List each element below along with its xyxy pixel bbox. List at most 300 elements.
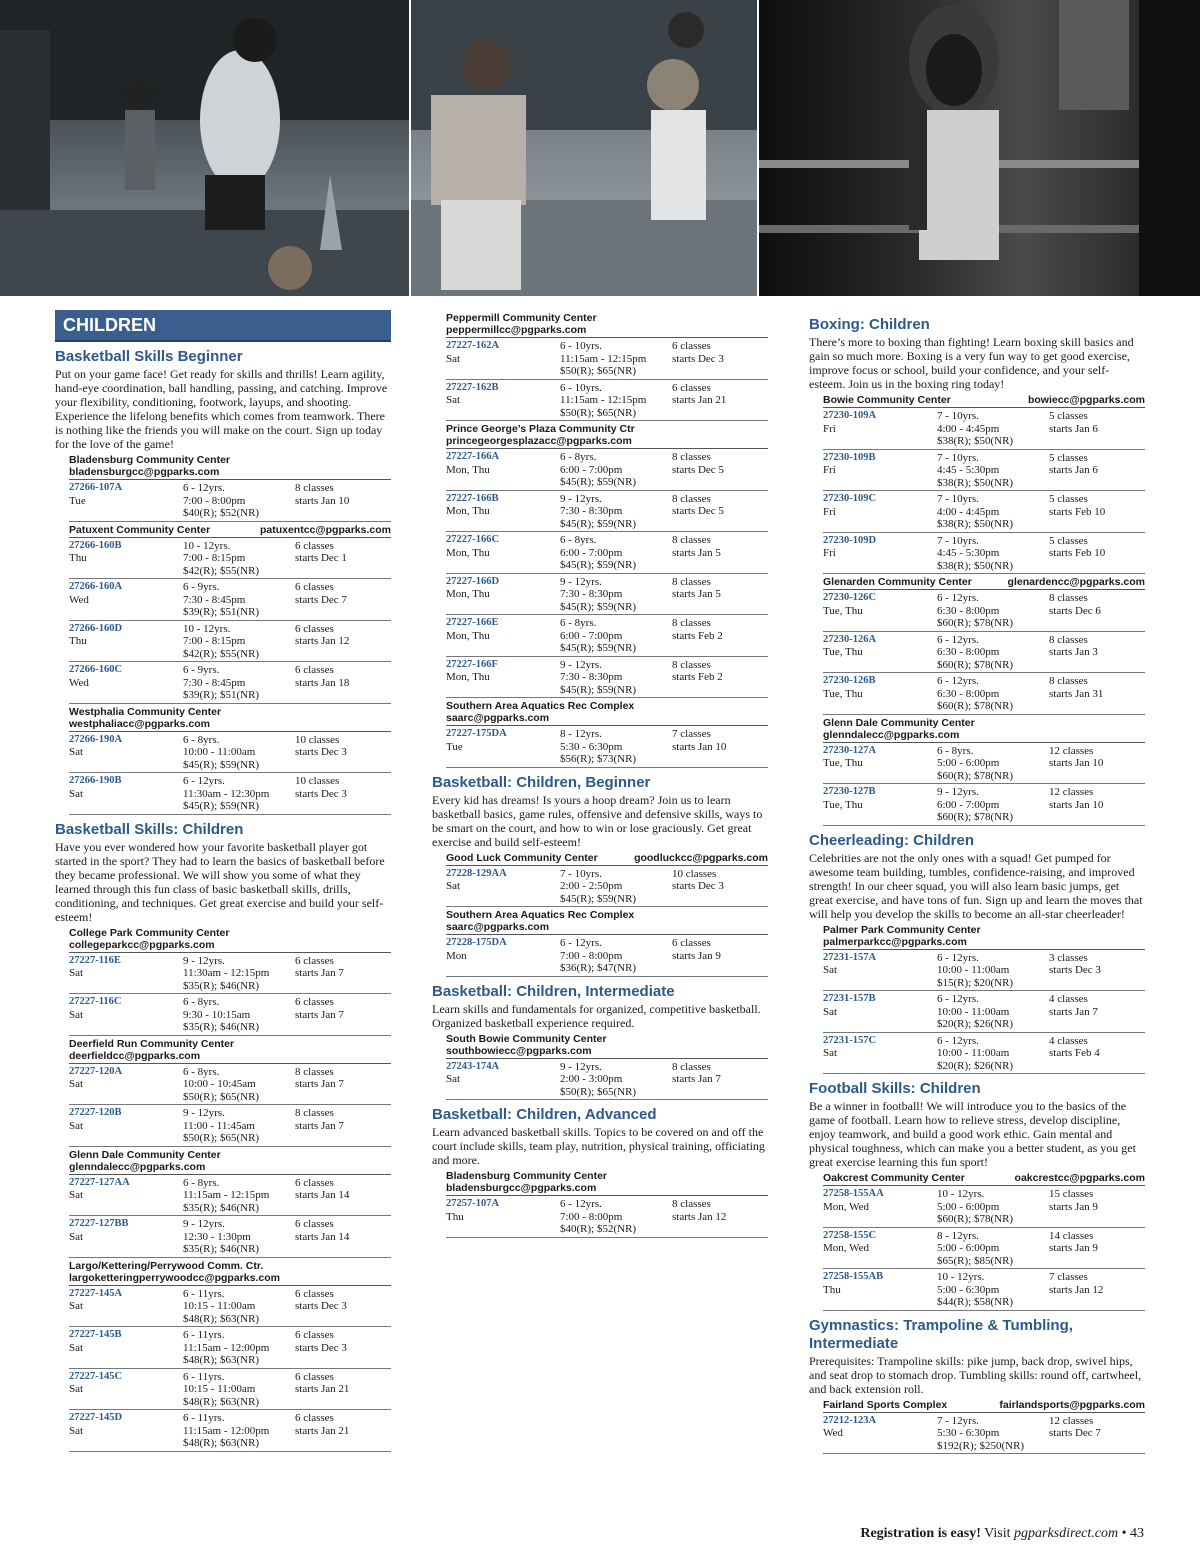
class-row xyxy=(446,726,768,768)
class-time: 7:00 - 8:00pm xyxy=(183,494,246,507)
class-fee: $38(R); $50(NR) xyxy=(937,476,1014,489)
location-email[interactable]: southbowiecc@pgparks.com xyxy=(446,1044,592,1057)
location-email[interactable]: goodluckcc@pgparks.com xyxy=(634,851,768,864)
class-start: starts Jan 18 xyxy=(295,676,350,689)
class-code[interactable]: 27227-145A xyxy=(69,1287,123,1299)
location-name: Largo/Kettering/Perrywood Comm. Ctr. xyxy=(69,1259,264,1272)
class-time: 6:00 - 7:00pm xyxy=(560,629,623,642)
location-header xyxy=(823,924,1145,950)
class-fee: $40(R); $52(NR) xyxy=(560,1223,637,1235)
class-time: 10:00 - 11:00am xyxy=(937,1047,1010,1059)
class-day: Thu xyxy=(446,1210,464,1223)
class-code[interactable]: 27243-174A xyxy=(446,1060,500,1072)
photo-basketball-girls xyxy=(411,0,756,296)
class-start: starts Jan 7 xyxy=(672,1073,721,1085)
location-email[interactable]: glenardencc@pgparks.com xyxy=(1007,576,1145,588)
class-row xyxy=(823,1228,1145,1270)
class-age: 6 - 8yrs. xyxy=(183,1176,220,1189)
class-time: 5:00 - 6:00pm xyxy=(937,757,1000,769)
class-spacer xyxy=(69,1437,183,1450)
class-day: Sat xyxy=(69,787,84,800)
location-name: Palmer Park Community Center xyxy=(823,923,981,936)
location-header xyxy=(69,1038,391,1064)
class-spacer xyxy=(823,435,937,448)
class-start: starts Dec 7 xyxy=(295,593,347,606)
class-time: 5:00 - 6:30pm xyxy=(937,1283,1000,1296)
footer-url[interactable]: pgparksdirect.com xyxy=(1014,1526,1119,1541)
class-time: 6:00 - 7:00pm xyxy=(937,798,1000,811)
class-row xyxy=(69,1175,391,1217)
location-header xyxy=(69,927,391,953)
class-fee: $45(R); $59(NR) xyxy=(560,517,637,530)
class-time: 6:00 - 7:00pm xyxy=(560,546,623,559)
class-time: 10:00 - 11:00am xyxy=(937,964,1010,976)
class-row xyxy=(69,621,391,663)
location-email[interactable]: palmerparkcc@pgparks.com xyxy=(823,935,967,948)
class-code[interactable]: 27227-116C xyxy=(69,996,122,1007)
page-footer xyxy=(860,1526,1144,1542)
class-age: 6 - 10yrs. xyxy=(560,340,602,352)
class-code[interactable]: 27227-145D xyxy=(69,1412,123,1423)
class-code[interactable]: 27257-107A xyxy=(446,1198,500,1209)
class-code[interactable]: 27227-127AA xyxy=(69,1176,130,1188)
class-spacer xyxy=(446,518,560,531)
class-fee: $192(R); $250(NR) xyxy=(937,1439,1025,1452)
column-2 xyxy=(432,310,768,1242)
section-banner: CHILDREN xyxy=(55,310,391,342)
class-time: 2:00 - 3:00pm xyxy=(560,1073,623,1085)
location-email[interactable]: bowiecc@pgparks.com xyxy=(1027,394,1145,406)
class-time: 11:30am - 12:15pm xyxy=(183,967,270,979)
class-age: 7 - 10yrs. xyxy=(560,867,602,880)
class-age: 9 - 12yrs. xyxy=(560,1060,602,1073)
location-header xyxy=(446,312,768,338)
location-name: Glenarden Community Center xyxy=(823,576,972,588)
class-spacer xyxy=(823,518,937,531)
class-code[interactable]: 27230-109B xyxy=(823,451,876,463)
class-code[interactable]: 27266-160C xyxy=(69,664,123,675)
class-age: 6 - 12yrs. xyxy=(937,592,979,604)
class-row xyxy=(823,1033,1145,1075)
class-age: 7 - 10yrs. xyxy=(937,534,979,547)
class-fee: $35(R); $46(NR) xyxy=(183,1243,260,1255)
class-row xyxy=(823,673,1145,715)
class-count: 5 classes xyxy=(1049,493,1088,505)
class-start: starts Feb 4 xyxy=(1049,1047,1100,1059)
class-fee: $45(R); $59(NR) xyxy=(183,800,260,812)
class-code[interactable]: 27227-166A xyxy=(446,451,500,462)
class-fee: $45(R); $59(NR) xyxy=(560,642,637,654)
class-fee: $45(R); $59(NR) xyxy=(183,758,260,771)
program-title: Cheerleading: Children xyxy=(809,831,975,849)
class-age: 9 - 12yrs. xyxy=(183,1218,225,1230)
class-start: starts Dec 7 xyxy=(1049,1427,1101,1439)
class-time: 7:30 - 8:30pm xyxy=(560,505,623,517)
class-spacer xyxy=(823,1213,937,1226)
location-name: Oakcrest Community Center xyxy=(823,1172,965,1184)
class-code[interactable]: 27227-120A xyxy=(69,1065,123,1077)
class-start: starts Dec 3 xyxy=(295,787,347,800)
class-row xyxy=(823,784,1145,826)
class-age: 6 - 12yrs. xyxy=(937,675,979,687)
class-count: 8 classes xyxy=(295,1065,334,1078)
class-fee: $60(R); $78(NR) xyxy=(937,700,1014,712)
class-count: 5 classes xyxy=(1049,410,1088,422)
class-day: Fri xyxy=(823,422,836,435)
class-row xyxy=(69,1064,391,1106)
class-start: starts Dec 3 xyxy=(295,1300,347,1312)
class-code[interactable]: 27266-190A xyxy=(69,733,123,745)
class-row xyxy=(823,950,1145,992)
class-spacer xyxy=(69,1313,183,1326)
class-time: 6:30 - 8:00pm xyxy=(937,604,1000,617)
class-time: 7:00 - 8:15pm xyxy=(183,552,246,564)
class-count: 10 classes xyxy=(672,867,717,880)
location-name: Southern Area Aquatics Rec Complex xyxy=(446,909,635,921)
location-name: Bladensburg Community Center xyxy=(69,454,231,466)
class-code[interactable]: 27266-160D xyxy=(69,622,123,634)
class-count: 14 classes xyxy=(1049,1229,1094,1242)
location-name: Peppermill Community Center xyxy=(446,312,597,324)
class-spacer xyxy=(69,606,183,619)
class-code[interactable]: 27258-155C xyxy=(823,1229,877,1241)
location-email[interactable]: princegeorgesplazacc@pgparks.com xyxy=(446,435,632,447)
location-email[interactable]: bladensburgcc@pgparks.com xyxy=(446,1182,597,1194)
class-spacer xyxy=(69,507,183,520)
program-section xyxy=(432,774,768,977)
class-fee: $48(R); $63(NR) xyxy=(183,1312,260,1325)
class-time: 10:00 - 11:00am xyxy=(183,746,256,758)
class-time: 11:15am - 12:15pm xyxy=(560,352,647,365)
location-email[interactable]: fairlandsports@pgparks.com xyxy=(999,1398,1145,1411)
class-code[interactable]: 27227-166C xyxy=(446,534,500,545)
class-time: 6:30 - 8:00pm xyxy=(937,646,1000,658)
class-start: starts Jan 7 xyxy=(1049,1005,1098,1018)
class-row xyxy=(823,1269,1145,1311)
class-age: 6 - 12yrs. xyxy=(937,951,979,964)
class-code[interactable]: 27227-145B xyxy=(69,1329,122,1340)
class-day: Thu xyxy=(69,552,87,564)
class-start: starts Jan 5 xyxy=(672,546,721,559)
class-start: starts Jan 9 xyxy=(672,949,721,962)
class-time: 11:15am - 12:00pm xyxy=(183,1341,270,1354)
class-code[interactable]: 27266-160A xyxy=(69,581,123,592)
class-day: Wed xyxy=(69,676,89,689)
class-code[interactable]: 27227-166F xyxy=(446,658,498,670)
class-code[interactable]: 27231-157C xyxy=(823,1034,877,1046)
class-day: Tue xyxy=(69,494,86,507)
program-description: Prerequisites: Trampoline skills: pike jump, back drop, swivel hips, and seat drop to stomach drop. Tumbling skills: round off, cartwheel, and back extension roll. xyxy=(809,1353,1142,1396)
class-code[interactable]: 27227-127BB xyxy=(69,1218,129,1229)
class-code[interactable]: 27230-109C xyxy=(823,493,877,504)
program-description: There’s more to boxing than fighting! Learn boxing skill basics and gain so much more. Boxing is a very fun way to get good exercise, improve focus or school, build your confidence, and your self-esteem. Join us in the boxing ring today! xyxy=(809,335,1134,391)
class-fee: $44(R); $58(NR) xyxy=(937,1296,1014,1308)
class-row xyxy=(823,743,1145,785)
class-day: Mon, Thu xyxy=(446,463,490,476)
class-count: 8 classes xyxy=(672,451,711,463)
location-header xyxy=(446,852,768,866)
class-count: 6 classes xyxy=(672,381,711,394)
class-code[interactable]: 27230-126B xyxy=(823,675,876,686)
program-section xyxy=(809,316,1145,826)
class-code[interactable]: 27227-166E xyxy=(446,617,499,628)
program-description: Learn advanced basketball skills. Topics to be covered on and off the court include skills, team play, nutrition, physical training, officiating and more. xyxy=(432,1125,765,1167)
location-email[interactable]: collegeparkcc@pgparks.com xyxy=(69,938,215,951)
class-row xyxy=(446,532,768,574)
class-day: Sat xyxy=(823,1005,838,1018)
class-start: starts Jan 21 xyxy=(295,1424,350,1437)
location-email[interactable]: glenndalecc@pgparks.com xyxy=(69,1160,206,1173)
class-row xyxy=(446,380,768,422)
class-count: 6 classes xyxy=(672,340,711,352)
class-fee: $36(R); $47(NR) xyxy=(560,962,637,974)
class-row xyxy=(823,590,1145,632)
location-name: Good Luck Community Center xyxy=(446,851,598,864)
class-day: Thu xyxy=(823,1283,841,1296)
class-age: 6 - 9yrs. xyxy=(183,581,220,593)
class-spacer xyxy=(823,617,937,630)
class-day: Tue, Thu xyxy=(823,798,863,811)
location-email[interactable]: westphaliacc@pgparks.com xyxy=(69,717,210,730)
class-count: 6 classes xyxy=(295,664,334,676)
class-spacer xyxy=(69,1091,183,1104)
class-code[interactable]: 27230-109A xyxy=(823,410,877,421)
class-spacer xyxy=(823,477,937,490)
class-time: 7:00 - 8:00pm xyxy=(560,949,623,962)
class-age: 6 - 8yrs. xyxy=(560,451,597,463)
class-row xyxy=(823,991,1145,1033)
class-age: 7 - 10yrs. xyxy=(937,451,979,464)
class-age: 6 - 8yrs. xyxy=(560,617,597,629)
class-fee: $20(R); $26(NR) xyxy=(937,1059,1014,1072)
class-code[interactable]: 27266-107A xyxy=(69,482,123,493)
class-row xyxy=(823,632,1145,674)
class-row xyxy=(69,1410,391,1452)
class-age: 10 - 12yrs. xyxy=(937,1188,985,1200)
location-name: Patuxent Community Center xyxy=(69,523,211,536)
class-count: 6 classes xyxy=(295,1370,334,1383)
class-fee: $39(R); $51(NR) xyxy=(183,689,260,701)
class-fee: $45(R); $59(NR) xyxy=(560,683,637,696)
class-fee: $60(R); $78(NR) xyxy=(937,811,1014,823)
class-count: 10 classes xyxy=(295,775,340,787)
class-row xyxy=(69,579,391,621)
class-day: Sat xyxy=(69,1078,84,1090)
location-email[interactable]: peppermillcc@pgparks.com xyxy=(446,324,587,336)
class-fee: $50(R); $65(NR) xyxy=(560,365,637,377)
class-spacer xyxy=(446,601,560,614)
photo-strip xyxy=(0,0,1200,296)
class-start: starts Jan 12 xyxy=(672,1210,727,1223)
class-fee: $38(R); $50(NR) xyxy=(937,435,1014,447)
class-day: Tue, Thu xyxy=(823,604,863,617)
class-spacer xyxy=(446,753,560,766)
location-name: Deerfield Run Community Center xyxy=(69,1037,235,1050)
class-code[interactable]: 27230-127A xyxy=(823,744,877,756)
location-email[interactable]: saarc@pgparks.com xyxy=(446,712,550,724)
class-day: Wed xyxy=(69,593,89,606)
location-email[interactable]: glenndalecc@pgparks.com xyxy=(823,728,960,741)
location-name: Bowie Community Center xyxy=(823,394,951,406)
class-day: Sat xyxy=(69,1008,84,1021)
class-row xyxy=(69,1105,391,1147)
class-row xyxy=(69,1369,391,1411)
location-header xyxy=(823,1172,1145,1186)
program-description: Celebrities are not the only ones with a squad! Get pumped for awesome team building, tumbles, confidence-raising, and improved strength! In our cheer squad, you will also learn basic jumps, get great exercise, and have tons of fun. Sign up and learn the moves that will help you develop the skills to become an all-star cheerleader! xyxy=(809,850,1143,921)
class-fee: $60(R); $78(NR) xyxy=(937,1213,1014,1225)
class-day: Tue, Thu xyxy=(823,687,863,700)
class-spacer xyxy=(446,1223,560,1236)
class-code[interactable]: 27258-155AB xyxy=(823,1271,884,1282)
class-day: Fri xyxy=(823,547,836,559)
class-code[interactable]: 27230-109D xyxy=(823,534,877,546)
class-fee: $60(R); $78(NR) xyxy=(937,617,1014,629)
class-count: 6 classes xyxy=(295,1176,334,1189)
class-start: starts Jan 9 xyxy=(1049,1200,1098,1213)
class-age: 9 - 12yrs. xyxy=(560,492,602,505)
class-start: starts Jan 9 xyxy=(1049,1242,1098,1254)
class-time: 7:00 - 8:15pm xyxy=(183,635,246,647)
class-code[interactable]: 27227-145C xyxy=(69,1370,123,1382)
class-spacer xyxy=(446,559,560,572)
class-code[interactable]: 27227-120B xyxy=(69,1107,122,1118)
location-email[interactable]: deerfieldcc@pgparks.com xyxy=(69,1049,201,1062)
class-start: starts Jan 5 xyxy=(672,588,721,600)
class-spacer xyxy=(69,1021,183,1034)
location-header xyxy=(823,1399,1145,1413)
class-code[interactable]: 27212-123A xyxy=(823,1414,877,1426)
program-title: Gymnastics: Trampoline & Tumbling, Intermediate xyxy=(809,1316,1073,1352)
location-email[interactable]: bladensburgcc@pgparks.com xyxy=(69,466,220,478)
class-start: starts Jan 10 xyxy=(672,740,727,753)
class-code[interactable]: 27231-157B xyxy=(823,993,876,1004)
class-time: 7:00 - 8:00pm xyxy=(560,1210,623,1223)
photo-basketball-boy xyxy=(0,0,409,296)
program-title: Basketball: Children, Beginner xyxy=(432,773,651,791)
class-time: 10:00 - 11:00am xyxy=(937,1005,1010,1018)
class-row xyxy=(823,1186,1145,1228)
class-count: 6 classes xyxy=(295,954,334,967)
class-time: 4:00 - 4:45pm xyxy=(937,505,1000,518)
program-description: Be a winner in football! We will introduce you to the basics of the game of football. Learn how to relieve stress, develop discipline, enjoy teamwork, and build a good work ethic. Gain mental and physical toughness, which can make you a better student, as you get great exercise learning this fun sport! xyxy=(809,1099,1136,1169)
class-age: 6 - 8yrs. xyxy=(560,534,597,546)
class-age: 10 - 12yrs. xyxy=(183,622,231,635)
program-section xyxy=(432,983,768,1101)
class-count: 6 classes xyxy=(295,539,334,552)
class-code[interactable]: 27227-175DA xyxy=(446,728,507,739)
class-code[interactable]: 27227-116E xyxy=(69,954,121,966)
class-row xyxy=(446,338,768,380)
location-email[interactable]: patuxentcc@pgparks.com xyxy=(259,523,391,536)
class-age: 9 - 12yrs. xyxy=(937,786,979,798)
class-time: 7:30 - 8:45pm xyxy=(183,593,246,606)
program-title: Basketball: Children, Intermediate xyxy=(432,982,675,1000)
class-start: starts Jan 14 xyxy=(295,1230,350,1243)
class-spacer xyxy=(446,893,560,906)
class-age: 10 - 12yrs. xyxy=(183,539,231,552)
class-day: Sat xyxy=(446,1073,461,1085)
program-description: Every kid has dreams! Is yours a hoop dream? Join us to learn basketball basics, game rules, offensive and defensive skills, ways to be smart on the court, and how to win or lose graciously. Get great exercise and build self-esteem! xyxy=(432,792,763,849)
class-day: Sat xyxy=(69,1230,84,1243)
location-header xyxy=(446,700,768,726)
class-age: 6 - 12yrs. xyxy=(560,937,602,949)
location-email[interactable]: largoketteringperrywoodcc@pgparks.com xyxy=(69,1271,280,1284)
class-age: 9 - 12yrs. xyxy=(560,658,602,671)
class-spacer xyxy=(823,1255,937,1268)
class-code[interactable]: 27230-126C xyxy=(823,592,877,603)
class-count: 5 classes xyxy=(1049,534,1088,547)
class-code[interactable]: 27227-166D xyxy=(446,575,500,587)
footer-visit: Visit xyxy=(980,1526,1015,1541)
class-time: 9:30 - 10:15am xyxy=(183,1008,251,1021)
class-row xyxy=(823,533,1145,575)
class-day: Tue xyxy=(446,740,463,753)
class-count: 10 classes xyxy=(295,733,340,746)
class-row xyxy=(69,1216,391,1258)
class-code[interactable]: 27230-126A xyxy=(823,633,877,645)
class-code[interactable]: 27258-155AA xyxy=(823,1188,884,1199)
location-email[interactable]: oakcrestcc@pgparks.com xyxy=(1014,1172,1145,1184)
class-row xyxy=(823,450,1145,492)
class-time: 7:30 - 8:30pm xyxy=(560,671,623,683)
class-code[interactable]: 27228-129AA xyxy=(446,867,507,879)
class-day: Sat xyxy=(69,967,84,979)
program-section xyxy=(809,1317,1145,1455)
location-email[interactable]: saarc@pgparks.com xyxy=(446,921,550,933)
class-day: Sat xyxy=(446,352,461,365)
class-code[interactable]: 27227-166B xyxy=(446,492,499,504)
class-age: 7 - 10yrs. xyxy=(937,410,979,422)
class-code[interactable]: 27266-190B xyxy=(69,775,122,786)
location-name: Fairland Sports Complex xyxy=(823,1398,948,1411)
class-code[interactable]: 27266-160B xyxy=(69,539,122,551)
class-fee: $65(R); $85(NR) xyxy=(937,1254,1014,1267)
class-day: Mon, Thu xyxy=(446,629,490,642)
class-code[interactable]: 27227-162B xyxy=(446,381,499,393)
class-row xyxy=(69,1286,391,1328)
program-description: Learn skills and fundamentals for organized, competitive basketball. Organized basketball experience required. xyxy=(432,1001,761,1030)
class-day: Mon, Thu xyxy=(446,505,490,517)
class-count: 8 classes xyxy=(672,658,711,671)
class-count: 8 classes xyxy=(672,617,711,629)
class-code[interactable]: 27230-127B xyxy=(823,786,876,797)
class-code[interactable]: 27231-157A xyxy=(823,951,877,963)
class-row xyxy=(446,1059,768,1101)
class-time: 10:15 - 11:00am xyxy=(183,1383,256,1395)
class-start: starts Jan 7 xyxy=(295,1008,344,1021)
program-title: Football Skills: Children xyxy=(809,1080,981,1097)
class-code[interactable]: 27228-175DA xyxy=(446,937,507,948)
class-count: 4 classes xyxy=(1049,993,1088,1005)
class-time: 7:30 - 8:45pm xyxy=(183,676,246,689)
class-count: 8 classes xyxy=(672,492,711,505)
class-spacer xyxy=(69,689,183,702)
class-start: starts Jan 7 xyxy=(295,1119,344,1132)
class-day: Sat xyxy=(69,746,84,758)
class-start: starts Jan 3 xyxy=(1049,646,1098,658)
class-time: 5:30 - 6:30pm xyxy=(560,740,623,753)
class-spacer xyxy=(446,407,560,420)
class-start: starts Jan 12 xyxy=(1049,1283,1104,1296)
class-row xyxy=(69,538,391,580)
class-spacer xyxy=(823,560,937,573)
program-section xyxy=(432,1106,768,1238)
class-code[interactable]: 27227-162A xyxy=(446,340,500,351)
class-start: starts Jan 6 xyxy=(1049,464,1098,476)
class-spacer xyxy=(69,1243,183,1256)
class-spacer xyxy=(69,1396,183,1409)
class-fee: $35(R); $46(NR) xyxy=(183,1201,260,1214)
